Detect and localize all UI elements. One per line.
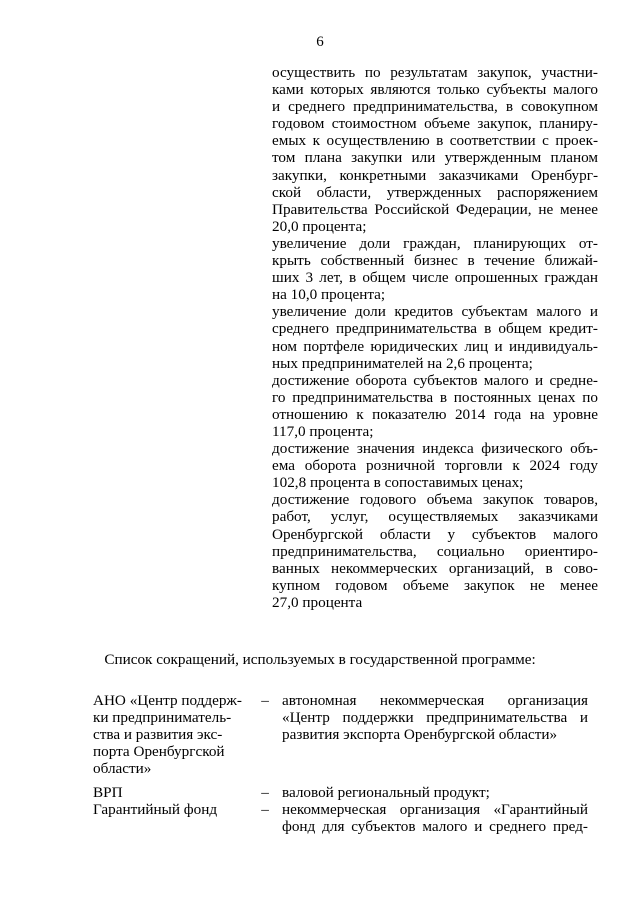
- term-line: порта Оренбургской: [93, 743, 225, 761]
- text-line: среднего предпринимательства в общем кредит-: [272, 320, 598, 338]
- abbreviation-dash: –: [261, 801, 269, 818]
- term-line: ства и развития экс-: [93, 726, 223, 744]
- text-line: крыть собственный бизнес в течение ближай-: [272, 252, 598, 270]
- definition-line: развития экспорта Оренбургской области»: [282, 726, 558, 744]
- abbreviation-dash: –: [261, 692, 269, 709]
- term-line: Гарантийный фонд: [93, 801, 218, 818]
- text-line: 20,0 процента;: [272, 217, 367, 235]
- text-line: закупки, конкретными заказчиками Оренбург-: [272, 166, 598, 184]
- text-line: том плана закупки или утвержденным планом: [272, 149, 598, 167]
- text-line: отношению к показателю 2014 года на уровне: [272, 405, 598, 423]
- text-line: купном годовом объеме закупок не менее: [272, 576, 598, 594]
- text-line: ных предпринимателей на 2,6 процента;: [272, 354, 533, 372]
- text-line: го предпринимательства в постоянных ценах по: [272, 388, 598, 406]
- text-line: 117,0 процента;: [272, 422, 374, 440]
- text-line: емых к осуществлению в соответствии с проек-: [272, 132, 598, 150]
- text-line: Оренбургской области у субъектов малого: [272, 525, 598, 543]
- text-line: на 10,0 процента;: [272, 286, 386, 304]
- abbreviation-term: [93, 692, 253, 777]
- abbreviation-dash: –: [261, 784, 269, 801]
- text-line: ном портфеле юридических лиц и индивидуаль-: [272, 337, 598, 355]
- abbreviations-heading: Список сокращений, используемых в государственной программе:: [104, 651, 536, 668]
- text-line: и среднего предпринимательства, в совокупном: [272, 98, 598, 116]
- definition-line: валовой региональный продукт;: [282, 784, 490, 801]
- text-line: годовом стоимостном объеме закупок, планиру-: [272, 115, 598, 133]
- text-line: ших 3 лет, в общем числе опрошенных граждан: [272, 269, 598, 287]
- text-line: достижение оборота субъектов малого и средне-: [272, 371, 598, 389]
- abbreviation-term: [93, 784, 253, 801]
- page-number: 6: [316, 34, 324, 50]
- text-line: предпринимательства, социально ориентиро-: [272, 542, 598, 560]
- text-line: ками которых являются только субъекты малого: [272, 81, 598, 99]
- definition-line: автономная некоммерческая организация: [282, 692, 588, 709]
- term-line: ВРП: [93, 784, 123, 801]
- abbreviation-definition: [282, 801, 588, 835]
- term-line: ки предприниматель-: [93, 709, 232, 727]
- text-line: увеличение доли кредитов субъектам малого и: [272, 303, 598, 321]
- text-line: осуществить по результатам закупок, участни-: [272, 64, 598, 81]
- text-line: ванных некоммерческих организаций, в сово-: [272, 559, 598, 577]
- term-line: АНО «Центр поддерж-: [93, 692, 242, 709]
- definition-line: фонд для субъектов малого и среднего пред-: [282, 818, 588, 836]
- text-line: ема оборота розничной торговли к 2024 году: [272, 457, 598, 475]
- text-line: достижение годового объема закупок товаров,: [272, 491, 598, 509]
- definition-line: «Центр поддержки предпринимательства и: [282, 709, 588, 727]
- text-line: увеличение доли граждан, планирующих от-: [272, 234, 598, 252]
- text-line: Правительства Российской Федерации, не менее: [272, 200, 598, 218]
- text-line: 27,0 процента: [272, 593, 363, 611]
- term-line: области»: [93, 760, 152, 778]
- definition-line: некоммерческая организация «Гарантийный: [282, 801, 588, 818]
- text-line: 102,8 процента в сопоставимых ценах;: [272, 474, 524, 492]
- goals-paragraph: [272, 64, 598, 611]
- text-line: ской области, утвержденных распоряжением: [272, 183, 598, 201]
- text-line: достижение значения индекса физического объ-: [272, 440, 598, 458]
- text-line: работ, услуг, осуществляемых заказчиками: [272, 508, 598, 526]
- abbreviation-term: [93, 801, 253, 818]
- abbreviation-definition: [282, 784, 588, 801]
- abbreviation-definition: [282, 692, 588, 743]
